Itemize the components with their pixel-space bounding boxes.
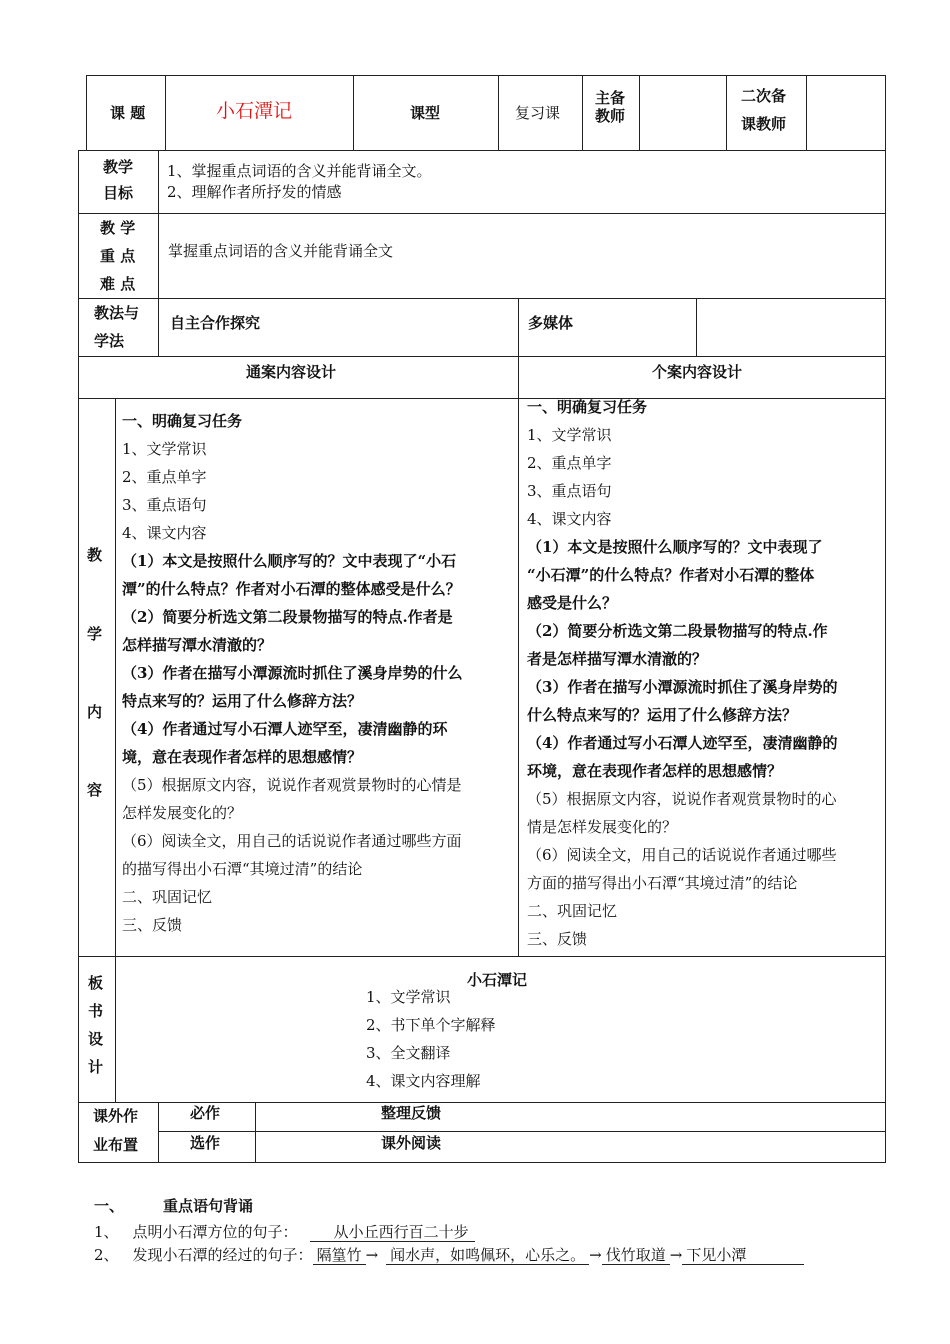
content-line: 感受是什么？ [527, 594, 618, 612]
content-line: （2）简要分析选文第二段景物描写的特点.作者是 [122, 608, 453, 626]
optional-value: 课外阅读 [381, 1134, 442, 1152]
lead-teacher-label: 主备 教师 [595, 89, 626, 125]
content-line: 境，意在表现作者怎样的思想感情？ [122, 748, 363, 766]
board-label-char: 书 [88, 1002, 104, 1020]
course-type-value: 复习课 [515, 104, 561, 122]
content-line: （3）作者在描写小潭源流时抓住了溪身岸势的什么 [122, 664, 463, 682]
required-value: 整理反馈 [381, 1104, 442, 1122]
content-line: 3、重点语句 [122, 496, 207, 514]
goals-list [167, 161, 432, 203]
content-line: （5）根据原文内容，说说作者观赏景物时的心 [527, 790, 837, 808]
arrow-icon: → [669, 1246, 683, 1264]
board-item: 2、书下单个字解释 [366, 1016, 496, 1034]
individual-content [527, 393, 837, 953]
board-item: 3、全文翻译 [366, 1044, 451, 1062]
content-line: （5）根据原文内容，说说作者观赏景物时的心情是 [122, 776, 462, 794]
course-type-label: 课型 [410, 104, 441, 122]
content-line: （2）简要分析选文第二段景物描写的特点.作 [527, 622, 828, 640]
key-points-label: 教 学 重 点 难 点 [100, 219, 136, 293]
board-label-char: 计 [88, 1058, 104, 1076]
content-line: 三、反馈 [527, 930, 588, 948]
individual-design-header: 个案内容设计 [652, 363, 743, 381]
optional-label: 选作 [190, 1134, 221, 1152]
goal-item: 1、掌握重点词语的含义并能背诵全文。 [167, 162, 432, 180]
content-line: 3、重点语句 [527, 482, 612, 500]
board-items [366, 983, 496, 1095]
media-value: 多媒体 [528, 314, 574, 332]
content-line: 的描写得出小石潭“其境过清”的结论 [122, 860, 363, 878]
content-line: 2、重点单字 [527, 454, 612, 472]
content-line: 者是怎样描写潭水清澈的？ [527, 650, 708, 668]
content-line: （1）本文是按照什么顺序写的？文中表现了“小石 [122, 552, 457, 570]
content-line: 二、巩固记忆 [122, 888, 213, 906]
content-line: 什么特点来写的？运用了什么修辞方法？ [527, 706, 798, 724]
content-line: 怎样发展变化的？ [122, 804, 243, 822]
content-line: （1）本文是按照什么顺序写的？文中表现了 [527, 538, 823, 556]
content-line: 情是怎样发展变化的？ [527, 818, 678, 836]
board-item: 4、课文内容理解 [366, 1072, 481, 1090]
recitation-heading-number: 一、 [94, 1197, 125, 1215]
board-item: 1、文学常识 [366, 988, 451, 1006]
key-points-text: 掌握重点词语的含义并能背诵全文 [168, 242, 394, 260]
recitation-q2: 2、 发现小石潭的经过的句子： 隔篁竹 → 闻水声，如鸣佩环，心乐之。 → 伐竹取道 → 下见小潭 [94, 1245, 804, 1265]
content-line: 三、反馈 [122, 916, 183, 934]
content-line: “小石潭”的什么特点？作者对小石潭的整体 [527, 566, 815, 584]
q2-answer: 闻水声，如鸣佩环，心乐之。 [386, 1246, 589, 1265]
methods-value: 自主合作探究 [170, 314, 261, 332]
second-teacher-label: 二次备 课教师 [741, 87, 787, 133]
content-line: 4、课文内容 [122, 524, 207, 542]
content-line: 二、巩固记忆 [527, 902, 618, 920]
content-line: （4）作者通过写小石潭人迹罕至，凄清幽静的环 [122, 720, 448, 738]
content-line: 怎样描写潭水清澈的？ [122, 636, 273, 654]
content-label-char: 学 [87, 625, 103, 643]
content-line: 2、重点单字 [122, 468, 207, 486]
content-label-char: 内 [87, 703, 103, 721]
board-label-char: 板 [88, 974, 104, 992]
content-line: 1、文学常识 [122, 440, 207, 458]
content-line: （6）阅读全文，用自己的话说说作者通过哪些 [527, 846, 837, 864]
content-line: 一、明确复习任务 [527, 398, 648, 416]
content-line: 方面的描写得出小石潭“其境过清”的结论 [527, 874, 798, 892]
q1-answer: 从小丘西行百二十步 [310, 1223, 475, 1242]
goals-label: 教学 目标 [103, 158, 134, 202]
content-line: 环境，意在表现作者怎样的思想感情？ [527, 762, 783, 780]
page-title: 小石潭记 [216, 100, 293, 122]
board-label-char: 设 [88, 1030, 104, 1048]
content-label-char: 教 [87, 546, 103, 564]
arrow-icon: → [589, 1246, 602, 1264]
recitation-q1: 1、 点明小石潭方位的句子： 从小丘西行百二十步 [94, 1222, 475, 1242]
content-line: （4）作者通过写小石潭人迹罕至，凄清幽静的 [527, 734, 838, 752]
recitation-heading: 重点语句背诵 [163, 1197, 254, 1215]
homework-label: 课外作 业布置 [93, 1107, 139, 1154]
q2-answer: 伐竹取道 [602, 1246, 670, 1265]
methods-label: 教法与 学法 [94, 304, 140, 350]
common-design-header: 通案内容设计 [246, 363, 337, 381]
required-label: 必作 [190, 1104, 221, 1122]
course-label: 课 题 [110, 104, 146, 122]
content-line: 4、课文内容 [527, 510, 612, 528]
content-line: （3）作者在描写小潭源流时抓住了溪身岸势的 [527, 678, 838, 696]
content-line: 1、文学常识 [527, 426, 612, 444]
content-line: 特点来写的？运用了什么修辞方法？ [122, 692, 363, 710]
q2-answer: 下见小潭 [682, 1246, 804, 1265]
content-line: 潭”的什么特点？作者对小石潭的整体感受是什么？ [122, 580, 461, 598]
board-title: 小石潭记 [467, 971, 528, 989]
common-content [122, 407, 462, 939]
content-line: （6）阅读全文，用自己的话说说作者通过哪些方面 [122, 832, 462, 850]
content-line: 一、明确复习任务 [122, 412, 243, 430]
arrow-icon: → [365, 1246, 379, 1264]
q2-answer: 隔篁竹 [313, 1246, 366, 1265]
content-label-char: 容 [87, 781, 103, 799]
goal-item: 2、理解作者所抒发的情感 [167, 183, 342, 201]
